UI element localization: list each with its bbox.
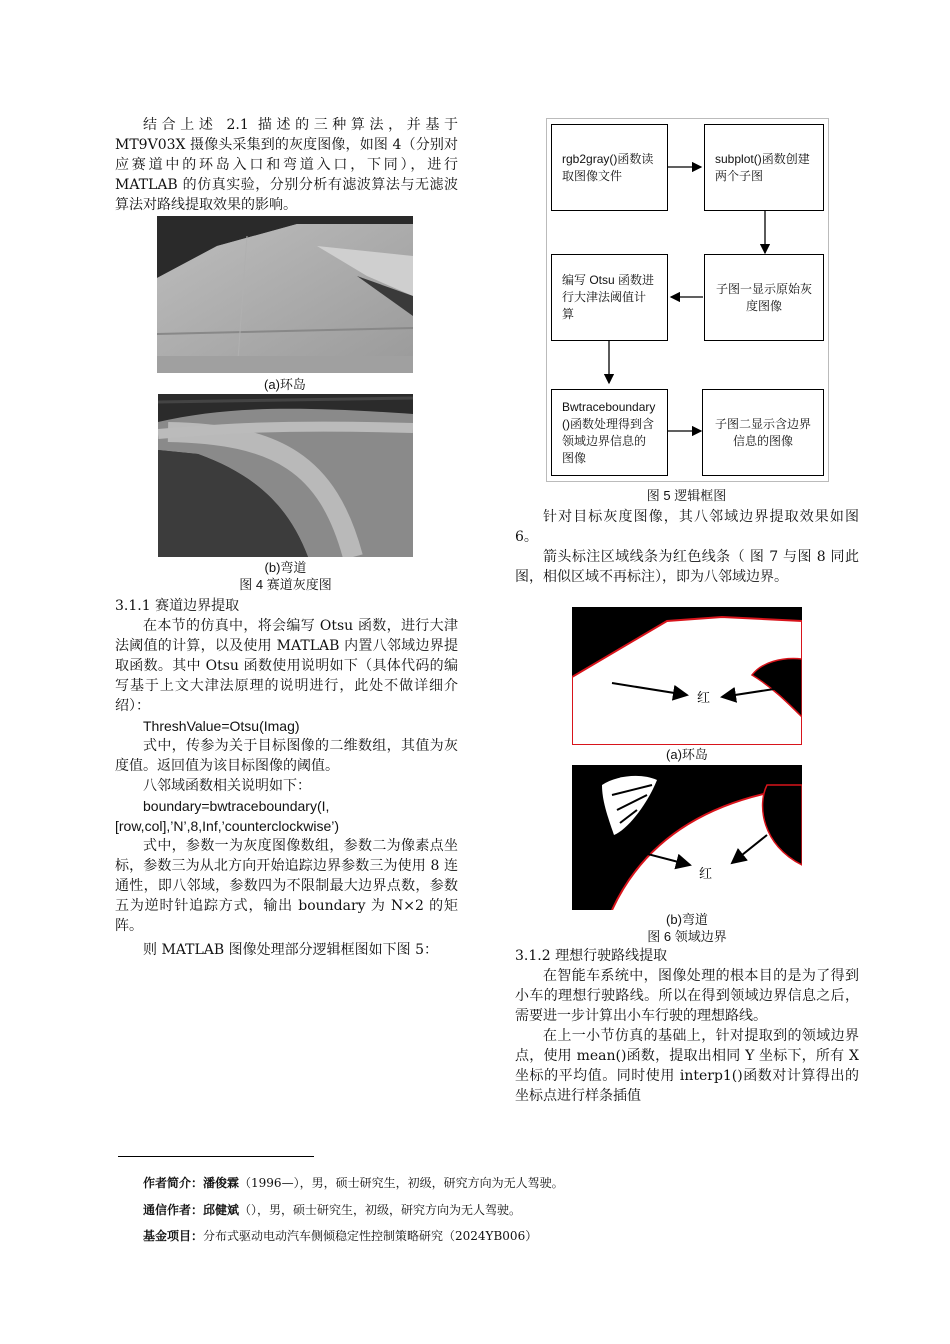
paragraph: 结合上述 2.1 描述的三种算法，并基于 MT9V03X 摄像头采集到的灰度图像，如图 4（分别对应赛道中的环岛入口和弯道入口，下同），进行 MATLAB 的仿真实验，分别分析有滤波算法与无滤波算法对路线提取效果的影响。: [115, 117, 458, 213]
code-line: ThreshValue=Otsu(Imag): [143, 718, 300, 734]
code-line: [row,col],’N’,8,Inf,’counterclockwise’): [115, 818, 340, 834]
flow-box-bwtraceboundary: Bwtraceboundary()函数处理得到含领域边界信息的图像: [551, 389, 668, 476]
figure-5-caption: 图 5 逻辑框图: [646, 488, 727, 503]
figure-6b-image: [572, 765, 802, 910]
section-heading-3-1-2: 3.1.2 理想行驶路线提取: [515, 948, 668, 964]
footnote-text: （），男，硕士研究生，初级，研究方向为无人驾驶。: [239, 1203, 522, 1217]
figure-4-caption: 图 4 赛道灰度图: [239, 577, 332, 592]
flow-box-subplot-two: 子图二显示含边界信息的图像: [702, 389, 824, 476]
paragraph: 八邻域函数相关说明如下：: [143, 778, 311, 794]
paragraph: 式中，参数一为灰度图像数组，参数二为像素点坐标，参数三为从北方向开始追踪边界参数三为使用 8 连通性，即八邻域，参数四为不限制最大边界点数，参数五为逆时针追踪方式，输出 boundary 为 N×2 的矩阵。: [115, 838, 458, 934]
boundary-label: 红: [699, 867, 713, 882]
figure-6a-caption: (a)环岛: [666, 747, 708, 762]
figure-4b-caption: (b)弯道: [264, 560, 307, 575]
right-column: [515, 507, 859, 587]
footnote-author: [143, 1175, 564, 1191]
footnote-label: 通信作者：: [143, 1203, 204, 1217]
flow-box-subplot: subplot()函数创建两个子图: [704, 124, 824, 211]
footnote-label: 作者简介：: [143, 1176, 204, 1190]
footnote-rule: [118, 1156, 314, 1157]
paragraph: 则 MATLAB 图像处理部分逻辑框图如下图 5：: [143, 942, 438, 958]
section-heading-3-1-1: 3.1.1 赛道边界提取: [115, 598, 240, 614]
figure-4a-image: [157, 216, 413, 373]
paragraph: 箭头标注区域线条为红色线条（ 图 7 与图 8 同此图，相似区域不再标注），即为八邻域边界。: [515, 549, 859, 585]
paragraph: 在本节的仿真中，将会编写 Otsu 函数，进行大津法阈值的计算，以及使用 MATLAB 内置八邻域边界提取函数。其中 Otsu 函数使用说明如下（具体代码的编写基于上文大津法原理的说明进行，此处不做详细介绍）：: [115, 618, 458, 714]
footnote-text: （1996—），男，硕士研究生，初级，研究方向为无人驾驶。: [239, 1176, 564, 1190]
paragraph: 式中，传参为关于目标图像的二维数组，其值为灰度值。返回值为该目标图像的阈值。: [115, 738, 458, 774]
author-name: 潘俊霖: [203, 1176, 240, 1190]
left-column: [115, 115, 458, 215]
footnote-text: 分布式驱动电动汽车侧倾稳定性控制策略研究（2024YB006）: [203, 1229, 538, 1243]
paragraph: 在上一小节仿真的基础上，针对提取到的领域边界点，使用 mean()函数，提取出相同 Y 坐标下，所有 X 坐标的平均值。同时使用 interp1()函数对计算得出的坐标点进行样条插值: [515, 1028, 859, 1104]
left-column-lower: [115, 596, 458, 960]
flow-box-otsu: 编写 Otsu 函数进行大津法阈值计算: [551, 254, 668, 341]
boundary-label: 红: [697, 691, 711, 706]
flow-box-subplot-one: 子图一显示原始灰度图像: [704, 254, 824, 341]
figure-4a-caption: (a)环岛: [264, 377, 306, 392]
corresponding-name: 邱健斌: [203, 1203, 240, 1217]
figure-5-flowchart: [546, 118, 829, 482]
footnote-label: 基金项目：: [143, 1229, 204, 1243]
figure-6a-image: [572, 607, 802, 745]
paragraph: 在智能车系统中，图像处理的根本目的是为了得到小车的理想行驶路线。所以在得到领域边界信息之后，需要进一步计算出小车行驶的理想路线。: [515, 968, 859, 1024]
figure-4b-image: [158, 394, 413, 557]
code-line: boundary=bwtraceboundary(I,: [143, 798, 330, 814]
footnote-corresponding: [143, 1202, 521, 1218]
figure-6b-caption: (b)弯道: [666, 912, 708, 927]
right-column-lower: [515, 946, 859, 1106]
flow-box-rgb2gray: rgb2gray()函数读取图像文件: [551, 124, 668, 211]
figure-6-caption: 图 6 领域边界: [647, 929, 727, 944]
paragraph: 针对目标灰度图像，其八邻域边界提取效果如图 6。: [515, 509, 859, 545]
footnote-fund: [143, 1228, 537, 1244]
